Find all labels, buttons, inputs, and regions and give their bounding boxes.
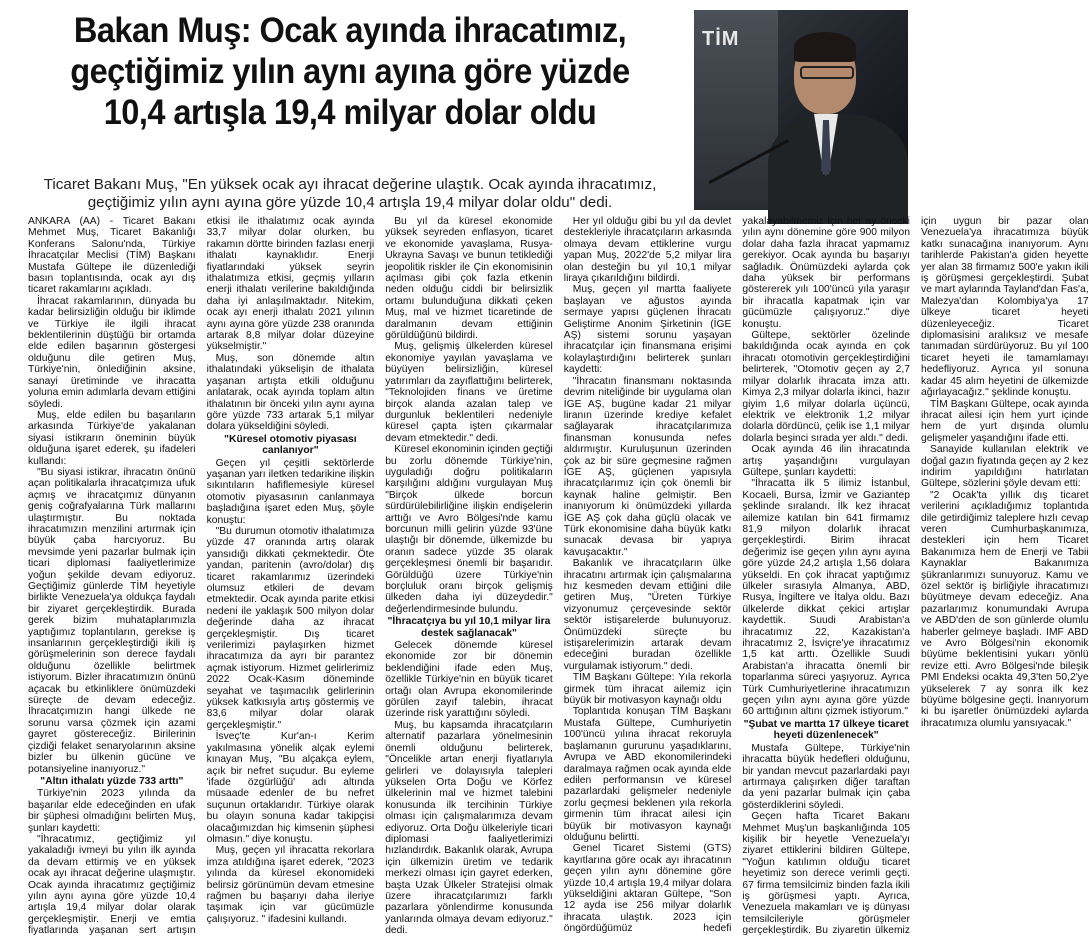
article-paragraph: "İhracatımız, geçtiğimiz yıl yakaladığı ivmeyi bu yılın ilk ayında da devam ettirmiş ve en yüksek ocak ayı ihracat değerine ulaşmıştır. Ocak ayında ihracatımız geçtiğimiz yılın aynı ayına göre yüzde 10,4 artışla 19,4 milyar dolar olarak gerçekleşmiştir. Enerji ve emtia fiyatlarında yaşanan sert artışın etkisi ile ithalatımız ocak ayında 33,7 milyar dolar olurken, bu rakamın dörtte birinden fazlası enerji ithalatı kaynaklıdır. Enerji fiyatlarındaki yüksek seyrin ithalatımıza etkisi, geçmiş yılların enerji ithalatı verilerine bakıldığında daha iyi anlaşılmaktadır. Nitekim, ocak ayı enerji ithalatı 2021 yılının aynı ayına göre yüzde 238 oranında artarak 8,8 milyar dolar düzeyine yükselmiştir." bbox=[28, 216, 375, 937]
article-paragraph: Muş, bu kapsamda ihracatçıların alternatif pazarlara yönelmesinin önemli olduğunu belirterek, "Öncelikle artan enerji fiyatlarıyla gelirleri ve dolayısıyla talepleri yükselen Orta Doğu ve Körfez ülkelerinin mal ve hizmet talebini konusunda ilk tercihinin Türkiye olması için çalışmalarımıza devam ediyoruz. Orta Doğu ülkeleriyle ticari diplomasi faaliyetlerimizi hızlandırdık. Bakanlık olarak, Avrupa için ülkemizin üretim ve tedarik merkezi olması için gayret ederken, başta Uzak Ülkeler Stratejisi olmak üzere ihracatçılarımızı farklı pazarlara yönlendirme konusunda yanlarında olmaya devam ediyoruz." dedi. bbox=[385, 719, 553, 937]
article-paragraph: "İhracatta ilk 5 ilimiz İstanbul, Kocaeli, Bursa, İzmir ve Gaziantep şeklinde sıralandı. İlk kez ihracat ailemize katılan bin 641 firmamız 81,9 milyon dolarlık ihracat gerçekleştirdi. Birim ihracat değerimiz ise geçen yılın aynı ayına göre yüzde 24,2 artışla 1,56 dolara yükseldi. En çok ihracat yaptığımız ülkeler sırasıyla Almanya, ABD, Rusya, İngiltere ve İtalya oldu. Bazı ülkelerde dikkat çekici artışlar kaydettik. Suudi Arabistan'a ihracatımız 22, Kazakistan'a ihracatımız 2, İsviçre'ye ihracatımız 1,5 kat arttı. Özellikle Suudi Arabistan'a ihracatta önemli bir toparlanma süreci yaşıyoruz. Ayrıca Türk Cumhuriyetlerine ihracatımızın geçen yılın aynı ayına göre yüzde 60 arttığının altını çizmek istiyorum." bbox=[742, 478, 910, 718]
article-paragraph: Muş, gelişmiş ülkelerden küresel ekonomiye yayılan yavaşlama ve büyüyen belirsizliğin, küresel yatırımları da zayıflattığını belirterek, "Teknolojiden finans ve üretime birçok alanda azalan talep ve durgunluk beklentileri nedeniyle küresel çapta işten çıkarmalar devam etmektedir." dedi. bbox=[385, 341, 553, 444]
article-paragraph: Ocak ayında 46 ilin ihracatında artış yaşandığını vurgulayan Gültepe, şunları kaydetti: bbox=[742, 444, 910, 478]
headline bbox=[36, 10, 665, 133]
article-paragraph: "Bu siyasi istikrar, ihracatın önünü açan politikalarla ihracatçımıza ufuk açmış ve ihracatçımız dünyanın geniş coğrafyalarına Türk mallarını ulaştırmıştır. Bu noktada ihracatımızın menzilini artırmak için büyük çaba harcıyoruz. Bu mevsimde yeni pazarlar bulmak için ticari diplomasi faaliyetlerimize yoğun şekilde devam ediyoruz. Geçtiğimiz günlerde TİM heyetiyle birlikte Venezuela'ya oldukça faydalı bir ziyaret gerçekleştirdik. Burada gerek bizim muhataplarımızla yaptığımız toplantıların, gerekse iş insanlarının gerçekleştirdiği ikili iş görüşmelerinin son derece faydalı olduğunu özellikle belirtmek istiyorum. Bizler ihracatımızın önünü açacak bu etkinliklere önümüzdeki süreçte de devam edeceğiz. İhracatçımızın hangi ülkede ne sorunu varsa çözmek için azami gayret göstereceğiz. Birilerinin çizdiği felaket senaryolarının aksine bizler bu ülkenin gücüne ve potansiyeline inanıyoruz." bbox=[28, 466, 196, 775]
lead-line: geçtiğimiz yılın aynı ayına göre yüzde 10,4 artışla 19,4 milyar dolar oldu" dedi. bbox=[87, 194, 613, 211]
article-paragraph: Sanayide kullanılan elektrik ve doğal gazın fiyatında geçen ay 2 kez indirim yapıldığını hatırlatan Gültepe, sözlerini şöyle devam etti: bbox=[920, 444, 1089, 490]
minister-photo bbox=[694, 10, 908, 210]
photo-glasses bbox=[800, 66, 854, 79]
article-paragraph: Bu yıl da küresel ekonomide yüksek seyreden enflasyon, ticaret ve ekonomide yavaşlama, Rusya-Ukrayna Savaşı ve bunun tetiklediği jeopolitik riskler ile Çin ekonomisinin açılması gibi çok fazla etkenin neden olduğu ciddi bir belirsizlik ortamı bulunduğuna dikkati çeken Muş, mal ve hizmet ticaretinde de daralmanın devam ettiğinin görüldüğünü bildirdi. bbox=[385, 216, 553, 342]
article-paragraph: "İhracatın finansmanı noktasında devrim niteliğinde bir uygulama olan İGE AŞ, bugüne kadar 21 milyar liranın üzerinde krediye kefalet sağlayarak ihracatçılarımıza finansman konusunda nefes aldırmıştır. Kuruluşunun üzerinden çok az bir süre geçmesine rağmen İGE AŞ, güçlenen yapısıyla ihracatçılarımız için çok önemli bir kaynak haline gelmiştir. Ben inanıyorum ki önümüzdeki yıllarda İGE AŞ çok daha güçlü olacak ve Türk ekonomisine daha büyük katkı sunacak devasa bir yapıya kavuşacaktır." bbox=[563, 375, 732, 558]
lead-line: Ticaret Bakanı Muş, "En yüksek ocak ayı ihracat değerine ulaştık. Ocak ayında ihracatımız, bbox=[43, 176, 657, 193]
article-paragraph: Mustafa Gültepe, Türkiye'nin ihracatta büyük hedefleri olduğunu, bir yandan mevcut pazarlardaki payı artırmaya çalışırken diğer taraftan da yeni pazarlar bulmak için çaba gösterdiklerini söyledi. bbox=[742, 742, 910, 811]
article-paragraph: TİM Başkanı Gültepe: Yıla rekorla girmek tüm ihracat ailemiz için büyük bir motivasyon kaynağı oldu bbox=[563, 672, 732, 707]
headline-line: Bakan Muş: Ocak ayında ihracatımız, bbox=[73, 11, 627, 50]
article-paragraph: Geçen yıl çeşitli sektörlerde yaşanan yarı iletken tedarikine ilişkin sıkıntıların hafiflemesiyle küresel otomotiv piyasasının canlanmaya başladığına işaret eden Muş, şöyle konuştu: bbox=[206, 457, 375, 526]
article-paragraph: ANKARA (AA) - Ticaret Bakanı Mehmet Muş, Ticaret Bakanlığı Konferans Salonu'nda, Türkiye İhracatçılar Meclisi (TİM) Başkanı Mustafa Gültepe ile düzenlediği basın toplantısında, ocak ayı dış ticaret rakamlarını açıkladı. bbox=[28, 216, 196, 296]
article-paragraph: Muş, geçen yıl ihracatta rekorlara imza atıldığına işaret ederek, "2023 yılında da küresel ekonomideki belirsiz görünümün devam etmesine rağmen bu başarıyı daha ileriye taşımak için var gücümüzle çalışıyoruz. " ifadesini kullandı. bbox=[206, 845, 375, 925]
photo-suit bbox=[768, 114, 908, 224]
article-body bbox=[28, 216, 1089, 944]
article-paragraph: İhracat rakamlarının, dünyada bu kadar belirsizliğin olduğu bir iklimde ve Türkiye ile ilgili ihracat beklentilerinin düştüğü bir ortamda elde edilen başarının göstergesi olduğunu dile getiren Muş, Türkiye'nin, önlediğinin aksine, sanayi üretiminde ve ihracatta yoluna emin adımlarla devam ettiğini söyledi. bbox=[28, 295, 196, 410]
article-paragraph: "Bu durumun otomotiv ithalatımıza yüzde 47 oranında artış olarak yansıdığı dikkati çekmektedir. Öte yandan, paritenin (avro/dolar) dış ticaret rakamlarımız üzerindeki olumsuz etkileri de devam etmektedir. Ocak ayında parite etkisi nedeni ile yaklaşık 500 milyon dolar değerinde daha az ihracat gerçekleşmiştir. Dış ticaret verilerimizi paylaşırken hizmet ihracatımıza da ayrı bir parantez açmak istiyorum. Hizmet gelirlerimiz 2022 Ocak-Kasım döneminde seyahat ve taşımacılık gelirlerinin yüksek katkısıyla artış göstermiş ve 83,6 milyar dolar olarak gerçekleşmiştir." bbox=[206, 525, 375, 731]
article-paragraph: "2 Ocak'ta yıllık dış ticaret verilerini açıkladığımız toplantıda dile getirdiğimiz taleplere hızlı cevap veren Cumhurbaşkanımıza, destekleri için hem Ticaret Bakanımıza hem de Enerji ve Tabii Kaynaklar Bakanımıza şükranlarımızı sunuyoruz. Kamu ve özel sektör iş birliğiyle ihracatımızı büyütmeye devam edeceğiz. Ana pazarlarımız konumundaki Avrupa ve ABD'den de son günlerde olumlu haberler gelmeye başladı. IMF ABD ve Avro Bölgesi'nin ekonomik büyüme beklentisini yukarı yönlü revize etti. Avro Bölgesi'nde bileşik PMI Endeksi ocakta 49,3'ten 50,2'ye yükselerek 7 ay sonra ilk kez büyüme bölgesine geçti. İnanıyorum ki bu işaretler önümüzdeki aylarda ihracatımıza olumlu yansıyacak." bbox=[920, 489, 1089, 729]
article-paragraph: Muş, son dönemde altın ithalatındaki yükselişin de ithalata yaşanan artışta etkili olduğunu anlatarak, ocak ayında toplam altın ithalatının bir önceki yılın aynı ayına göre yüzde 733 artarak 5,1 milyar dolara yükseldiğini söyledi. bbox=[206, 352, 375, 433]
article-paragraph: Gelecek dönemde küresel ekonomide zor bir dönemin beklendiğini ifade eden Muş, özellikle Türkiye'nin en büyük ticaret ortağı olan Avrupa ekonomilerinde görülen zayıf talebin, ihracat üzerinde risk yarattığını söyledi. bbox=[385, 640, 553, 720]
headline-line: geçtiğimiz yılın aynı ayına göre yüzde bbox=[70, 52, 630, 91]
lead-paragraph bbox=[12, 176, 688, 212]
article-paragraph: Gültepe, sektörler özelinde bakıldığında ocak ayında en çok ihracatı otomotivin gerçekleştirdiğini belirterek, "Otomotiv geçen ay 2,7 milyar dolarlık ihracata imza attı. Kimya 2,3 milyar dolarla ikinci, hazır giyim 1,6 milyar dolarla üçüncü, elektrik ve elektronik 1,2 milyar dolarla dördüncü, çelik ise 1,1 milyar dolarla beşinci sırada yer aldı." dedi. bbox=[742, 330, 910, 444]
headline-line: 10,4 artışla 19,4 milyar dolar oldu bbox=[103, 93, 597, 132]
article-paragraph: İsveç'te Kur'an-ı Kerim yakılmasına yönelik alçak eylemi kınayan Muş, "Bu alçakça eylem, açık bir nefret suçudur. Bu eyleme 'ifade özgürlüğü' adı altında müsaade edenler de bu nefret suçunun ortaklarıdır. Türkiye olarak bu olayın sonuna kadar takipçisi olacağımızdan hiç kimsenin şüphesi olmasın." diye konuştu. bbox=[206, 731, 375, 845]
article-paragraph: Geçen hafta Ticaret Bakanı Mehmet Muş'un başkanlığında 105 kişilik bir heyetle Venezuela'yı ziyaret ettiklerini bildiren Gültepe, "Yoğun katılımın olduğu ticaret heyetimiz son derece verimli geçti. 67 firma temsilcimiz binden fazla ikili iş görüşmesi yaptı. Ayrıca, Venezuela makamları ve iş dünyası temsilcileriyle görüşmeler gerçekleştirdik. Bu ziyaretin ülkemiz için uygun bir pazar olan Venezuela'ya ihracatımıza büyük katkı sunacağına inanıyorum. Aynı tarihlerde Pakistan'a giden heyette yer alan 38 firmamız 500'e yakın ikili iş görüşmesi gerçekleştirdi. Şubat ve mart aylarında Tayland'dan Fas'a, Malezya'dan Kolombiya'ya 17 ülkeye ticaret heyeti düzenleyeceğiz. Ticaret diplomasisini aralıksız ve mesafe tanımadan sürdürüyoruz. Bu yıl 100 ticaret heyeti ile tamamlamayı hedefliyoruz. Ayrıca yıl sonuna kadar 45 alım heyetini de ülkemizde ağırlayacağız." şeklinde konuştu. bbox=[742, 216, 1089, 937]
article-paragraph: Genel Ticaret Sistemi (GTS) kayıtlarına göre ocak ayı ihracatının geçen yılın aynı dönemine göre yüzde 10,4 artışla 19,4 milyar dolara yükseldiğini aktaran Gültepe, "Son 12 ayda ise 256 milyar dolarlık ihracata ulaştık. 2023 için öngördüğümüz hedefi yakalayabilmemiz için her ay önceki yılın aynı dönemine göre 900 milyon dolar daha fazla ihracat yapmamız gerekiyor. Ocak ayında bu başarıyı sağladık. Önümüzdeki aylarda çok daha yüksek bir performans göstererek yılı 100'üncü yıla yaraşır bir ihracatla kapatmak için var gücümüzle çalışıyoruz." diye konuştu. bbox=[563, 216, 910, 935]
article-subheading: "Küresel otomotiv piyasası canlanıyor" bbox=[224, 433, 357, 457]
photo-hair bbox=[794, 32, 856, 62]
article-subheading: "İhracatçıya bu yıl 10,1 milyar lira destek sağlanacak" bbox=[387, 616, 551, 639]
article-subheading: "Altın ithalatı yüzde 733 arttı" bbox=[40, 775, 184, 787]
tim-logo: TİM bbox=[702, 28, 740, 50]
article-paragraph: Bakanlık ve ihracatçıların ülke ihracatını artırmak için çalışmalarına hız kesmeden devam ettiğini dile getiren Muş, "Üreten Türkiye vizyonumuz çerçevesinde sektör sektör istişarelerde bulunuyoruz. Önümüzdeki süreçte bu istişarelerimizin artarak devam edeceğini buradan özellikle vurgulamak istiyorum." dedi. bbox=[563, 558, 732, 672]
article-paragraph: TİM Başkanı Gültepe, ocak ayında ihracat ailesi için hem yurt içinde hem de yurt dışında olumlu gelişmeler yaşandığını ifade etti. bbox=[920, 398, 1089, 444]
article-paragraph: Türkiye'nin 2023 yılında da başarılar elde edeceğinden en ufak bir şüphesi olmadığını belirten Muş, şunları kaydetti: bbox=[28, 788, 196, 834]
article-subheading: "Şubat ve martta 17 ülkeye ticaret heyeti düzenlenecek" bbox=[743, 718, 909, 742]
article-paragraph: Küresel ekonominin içinden geçtiği bu zorlu dönemde Türkiye'nin, uyguladığı doğru politikaların karşılığını aldığını vurgulayan Muş "Birçok ülkede borcun sürdürülebilirliğine ilişkin endişelerin arttığı ve Avro Bölgesi'nde kamu borcunun milli gelirin yüzde 93'üne ulaştığı bir dönemde, ülkemizde bu oranın sadece yüzde 35 olarak gerçekleşmesi önemli bir başarıdır. Görüldüğü üzere Türkiye'nin borçluluk oranı birçok gelişmiş ülkeden daha iyi düzeydedir." değerlendirmesinde bulundu. bbox=[385, 444, 553, 615]
article-paragraph: Toplantıda konuşan TİM Başkanı Mustafa Gültepe, Cumhuriyetin 100'üncü yılına ihracat rekoruyla başlamanın gururunu yaşadıklarını, Avrupa ve ABD ekonomilerindeki daralmaya rağmen ocak ayında elde edilen performansın ve küresel pazarlardaki gelişmeler nedeniyle zorlu geçmesi beklenen yıla rekorla girmenin tüm ihracat ailesi için büyük bir motivasyon kaynağı olduğunu belirtti. bbox=[563, 706, 732, 843]
article-paragraph: Muş, geçen yıl martta faaliyete başlayan ve ağustos ayında sermaye yapısı güçlenen İhracatı Geliştirme Anonim Şirketinin (İGE AŞ) sistemi sorunu yaşayan ihracatçılar için finansmana erişimi kolaylaştırdığını belirterek şunları kaydetti: bbox=[563, 284, 732, 376]
article-paragraph: Her yıl olduğu gibi bu yıl da devlet destekleriyle ihracatçıların arkasında olmaya devam ettiklerine vurgu yapan Muş, 2022'de 5,2 milyar lira olan desteğin bu yıl 10,1 milyar liraya çıkarıldığını bildirdi. bbox=[563, 216, 732, 285]
article-paragraph: Muş, elde edilen bu başarıların arkasında Türkiye'de yakalanan siyasi istikrarın öneminin büyük olduğuna işaret ederek, şu ifadeleri kullandı: bbox=[28, 409, 196, 467]
